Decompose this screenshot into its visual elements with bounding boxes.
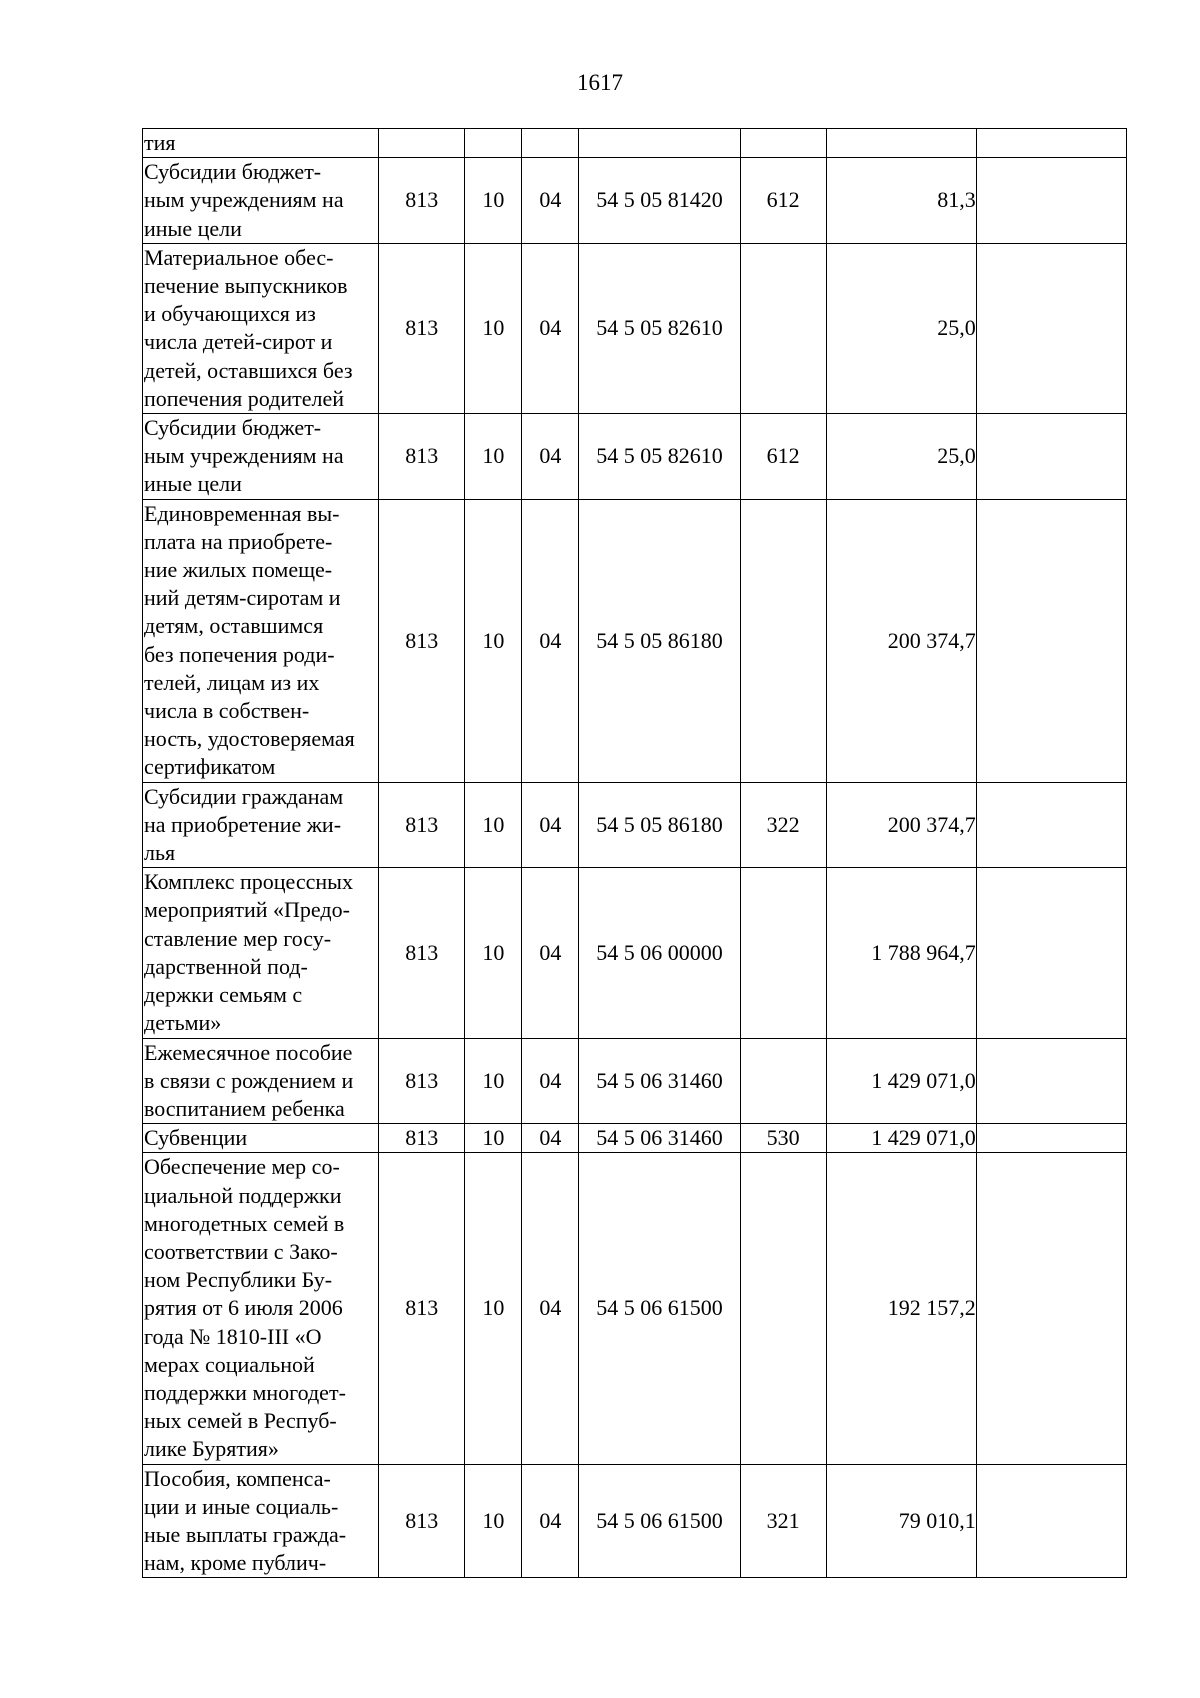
cell-target-article-code: 54 5 05 81420 — [579, 158, 740, 244]
description-line: Ежемесячное пособие — [144, 1039, 353, 1065]
description-line: мероприятий «Предо- — [144, 897, 350, 923]
description-line: Пособия, компенса- — [144, 1465, 331, 1491]
cell-amount: 79 010,1 — [826, 1464, 976, 1578]
table-row — [143, 158, 1127, 244]
description-line: детьми» — [144, 1010, 222, 1036]
cell-subsection-code: 04 — [522, 243, 579, 413]
cell-description — [143, 1153, 379, 1464]
cell-department-code: 813 — [379, 414, 465, 500]
cell-target-article-code: 54 5 06 31460 — [579, 1124, 740, 1153]
cell-description — [143, 1038, 379, 1124]
budget-table — [142, 128, 1127, 1578]
description-line: и обучающихся из — [144, 301, 316, 327]
cell-target-article-code: 54 5 06 00000 — [579, 868, 740, 1038]
description-line: ным учреждениям на — [144, 187, 344, 213]
cell-description — [143, 414, 379, 500]
description-line: Субсидии бюджет- — [144, 159, 322, 185]
description-line: Субвенции — [144, 1125, 248, 1151]
cell-extra — [976, 782, 1126, 868]
cell-description — [143, 158, 379, 244]
cell-subsection-code: 04 — [522, 782, 579, 868]
table-row — [143, 243, 1127, 413]
description-line: циальной поддержки — [144, 1182, 342, 1208]
cell-extra — [976, 414, 1126, 500]
cell-department-code: 813 — [379, 243, 465, 413]
description-line: иные цели — [144, 471, 242, 497]
description-line: сертификатом — [144, 754, 276, 780]
cell-section-code: 10 — [465, 1464, 522, 1578]
description-line: рятия от 6 июля 2006 — [144, 1295, 343, 1321]
description-line: мерах социальной — [144, 1351, 315, 1377]
cell-description — [143, 1464, 379, 1578]
description-line: дарственной под- — [144, 953, 308, 979]
table-row — [143, 1464, 1127, 1578]
description-line: соответствии с Зако- — [144, 1238, 338, 1264]
description-line: плата на приобрете- — [144, 528, 333, 554]
cell-section-code: 10 — [465, 782, 522, 868]
cell-department-code: 813 — [379, 1464, 465, 1578]
cell-section-code: 10 — [465, 499, 522, 782]
cell-department-code — [379, 129, 465, 158]
cell-target-article-code: 54 5 06 31460 — [579, 1038, 740, 1124]
description-line: ных семей в Респуб- — [144, 1408, 337, 1434]
cell-expense-type-code — [740, 868, 826, 1038]
description-line: многодетных семей в — [144, 1210, 345, 1236]
table-row — [143, 129, 1127, 158]
cell-extra — [976, 129, 1126, 158]
cell-subsection-code: 04 — [522, 1464, 579, 1578]
description-line: Субсидии гражданам — [144, 783, 344, 809]
cell-description — [143, 868, 379, 1038]
table-body — [143, 129, 1127, 1578]
page-number: 1617 — [577, 70, 623, 95]
cell-target-article-code: 54 5 05 86180 — [579, 499, 740, 782]
cell-expense-type-code — [740, 243, 826, 413]
table-row — [143, 1124, 1127, 1153]
cell-expense-type-code: 612 — [740, 158, 826, 244]
cell-department-code: 813 — [379, 868, 465, 1038]
cell-description — [143, 499, 379, 782]
cell-amount: 1 429 071,0 — [826, 1124, 976, 1153]
cell-description — [143, 129, 379, 158]
cell-section-code: 10 — [465, 158, 522, 244]
cell-target-article-code: 54 5 06 61500 — [579, 1464, 740, 1578]
cell-subsection-code: 04 — [522, 1038, 579, 1124]
description-line: Обеспечение мер со- — [144, 1154, 340, 1180]
table-row — [143, 868, 1127, 1038]
cell-expense-type-code — [740, 1153, 826, 1464]
description-line: ние жилых помеще- — [144, 557, 333, 583]
cell-subsection-code: 04 — [522, 499, 579, 782]
description-line: ции и иные социаль- — [144, 1493, 339, 1519]
description-line: в связи с рождением и — [144, 1067, 354, 1093]
cell-section-code: 10 — [465, 1153, 522, 1464]
cell-section-code — [465, 129, 522, 158]
cell-extra — [976, 1464, 1126, 1578]
description-line: печение выпускников — [144, 273, 348, 299]
table-row — [143, 414, 1127, 500]
cell-extra — [976, 158, 1126, 244]
cell-subsection-code: 04 — [522, 1153, 579, 1464]
cell-amount: 1 788 964,7 — [826, 868, 976, 1038]
cell-section-code: 10 — [465, 1038, 522, 1124]
description-line: ность, удостоверяемая — [144, 726, 355, 752]
cell-subsection-code: 04 — [522, 414, 579, 500]
cell-amount: 1 429 071,0 — [826, 1038, 976, 1124]
cell-extra — [976, 499, 1126, 782]
cell-amount: 192 157,2 — [826, 1153, 976, 1464]
description-line: года № 1810-III «О — [144, 1323, 322, 1349]
cell-subsection-code — [522, 129, 579, 158]
cell-extra — [976, 868, 1126, 1038]
description-line: нам, кроме публич- — [144, 1550, 327, 1576]
description-line: воспитанием ребенка — [144, 1095, 345, 1121]
cell-department-code: 813 — [379, 499, 465, 782]
cell-target-article-code: 54 5 05 86180 — [579, 782, 740, 868]
cell-amount: 200 374,7 — [826, 499, 976, 782]
cell-section-code: 10 — [465, 1124, 522, 1153]
cell-subsection-code: 04 — [522, 158, 579, 244]
description-line: ном Республики Бу- — [144, 1267, 333, 1293]
description-line: Единовременная вы- — [144, 500, 340, 526]
description-line: поддержки многодет- — [144, 1379, 346, 1405]
cell-department-code: 813 — [379, 1124, 465, 1153]
description-line: лья — [144, 840, 176, 866]
cell-amount: 25,0 — [826, 414, 976, 500]
cell-expense-type-code: 321 — [740, 1464, 826, 1578]
cell-expense-type-code — [740, 499, 826, 782]
cell-extra — [976, 1038, 1126, 1124]
description-line: Субсидии бюджет- — [144, 415, 322, 441]
cell-department-code: 813 — [379, 1038, 465, 1124]
cell-expense-type-code — [740, 129, 826, 158]
cell-target-article-code: 54 5 05 82610 — [579, 414, 740, 500]
cell-extra — [976, 1153, 1126, 1464]
cell-amount: 200 374,7 — [826, 782, 976, 868]
cell-amount — [826, 129, 976, 158]
cell-expense-type-code: 612 — [740, 414, 826, 500]
cell-description — [143, 782, 379, 868]
table-row — [143, 499, 1127, 782]
description-line: детям, оставшимся — [144, 613, 324, 639]
cell-extra — [976, 243, 1126, 413]
cell-department-code: 813 — [379, 1153, 465, 1464]
cell-target-article-code: 54 5 05 82610 — [579, 243, 740, 413]
cell-department-code: 813 — [379, 782, 465, 868]
description-line: лике Бурятия» — [144, 1436, 279, 1462]
cell-extra — [976, 1124, 1126, 1153]
cell-target-article-code: 54 5 06 61500 — [579, 1153, 740, 1464]
cell-subsection-code: 04 — [522, 868, 579, 1038]
cell-target-article-code — [579, 129, 740, 158]
cell-section-code: 10 — [465, 243, 522, 413]
description-line: держки семьям с — [144, 982, 303, 1008]
cell-department-code: 813 — [379, 158, 465, 244]
description-line: ные выплаты гражда- — [144, 1521, 347, 1547]
description-line: ставление мер госу- — [144, 925, 332, 951]
cell-amount: 81,3 — [826, 158, 976, 244]
description-line: числа в собствен- — [144, 698, 310, 724]
description-line: Материальное обес- — [144, 244, 334, 270]
table-row — [143, 1038, 1127, 1124]
cell-subsection-code: 04 — [522, 1124, 579, 1153]
cell-description — [143, 1124, 379, 1153]
description-line: на приобретение жи- — [144, 811, 342, 837]
cell-expense-type-code: 322 — [740, 782, 826, 868]
cell-expense-type-code: 530 — [740, 1124, 826, 1153]
cell-section-code: 10 — [465, 414, 522, 500]
description-line: детей, оставшихся без — [144, 357, 353, 383]
description-line: Комплекс процессных — [144, 869, 353, 895]
table-row — [143, 1153, 1127, 1464]
cell-description — [143, 243, 379, 413]
description-line: без попечения роди- — [144, 641, 335, 667]
description-line: телей, лицам из их — [144, 669, 320, 695]
description-line: ным учреждениям на — [144, 443, 344, 469]
description-line: иные цели — [144, 215, 242, 241]
cell-amount: 25,0 — [826, 243, 976, 413]
table-row — [143, 782, 1127, 868]
description-line: тия — [144, 130, 176, 155]
description-line: попечения родителей — [144, 385, 344, 411]
cell-section-code: 10 — [465, 868, 522, 1038]
cell-expense-type-code — [740, 1038, 826, 1124]
description-line: числа детей-сирот и — [144, 329, 333, 355]
description-line: ний детям-сиротам и — [144, 585, 341, 611]
